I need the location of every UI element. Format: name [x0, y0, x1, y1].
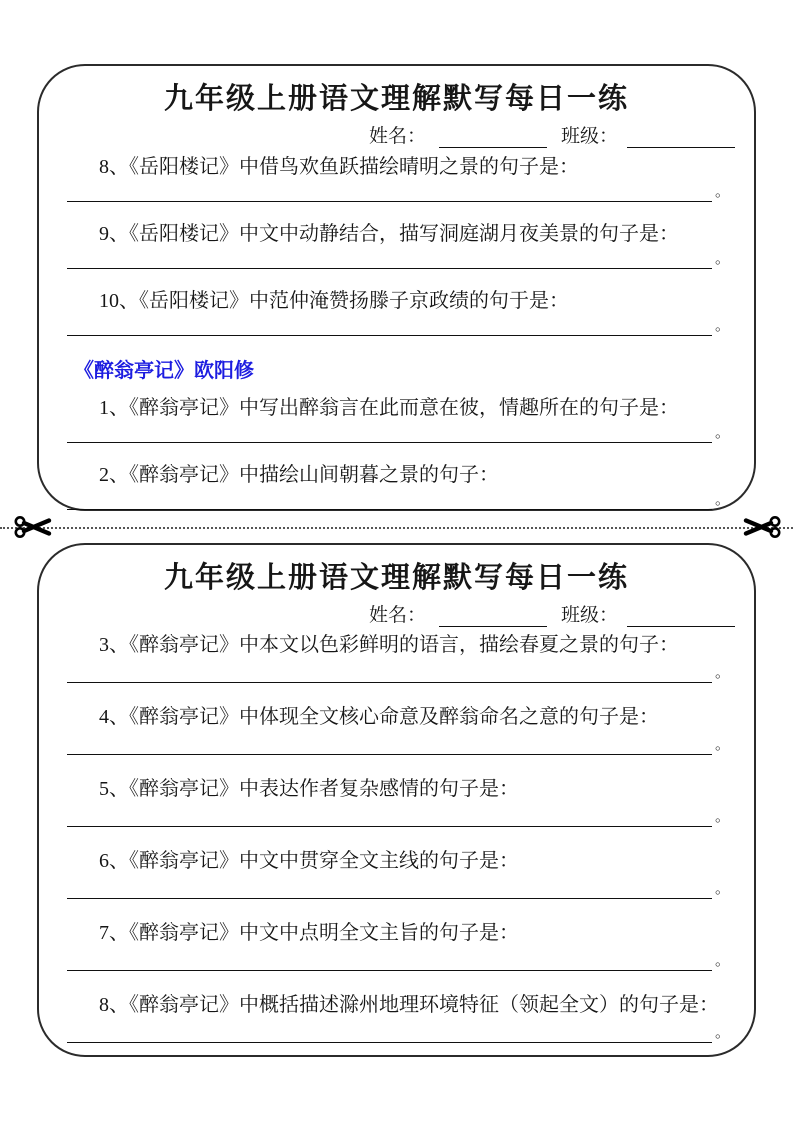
- question-text: 6、《醉翁亭记》中文中贯穿全文主线的句子是：: [99, 850, 519, 872]
- answer-blank-line[interactable]: [67, 800, 712, 827]
- answer-blank-line[interactable]: [67, 486, 712, 510]
- question-text: 2、《醉翁亭记》中描绘山间朝暮之景的句子：: [99, 464, 499, 486]
- question-text: 5、《醉翁亭记》中表达作者复杂感情的句子是：: [99, 778, 519, 800]
- name-label: 姓名：: [369, 605, 427, 626]
- class-label: 班级：: [561, 605, 619, 626]
- answer-blank-line[interactable]: [67, 872, 712, 899]
- answer-row: [67, 945, 754, 971]
- answer-row: [67, 801, 754, 827]
- answer-period: 。: [715, 492, 731, 508]
- answer-period: 。: [715, 737, 731, 753]
- answer-blank-line[interactable]: [67, 656, 712, 683]
- answer-period: 。: [715, 665, 731, 681]
- answer-row: [67, 246, 754, 269]
- scissors-icon: [742, 512, 782, 542]
- answer-period: 。: [715, 318, 731, 334]
- answer-row: [67, 487, 754, 510]
- question-text: 3、《醉翁亭记》中本文以色彩鲜明的语言，描绘春夏之景的句子：: [99, 634, 679, 656]
- question-text: 9、《岳阳楼记》中文中动静结合，描写洞庭湖月夜美景的句子是：: [99, 223, 679, 245]
- answer-blank-line[interactable]: [67, 728, 712, 755]
- cut-dotted-line: [0, 527, 793, 529]
- answer-blank-line[interactable]: [67, 1016, 712, 1043]
- answer-row: [67, 179, 754, 202]
- answer-row: [67, 1017, 754, 1043]
- class-blank-field[interactable]: [627, 129, 735, 148]
- answer-row: [67, 657, 754, 683]
- cut-line: [0, 511, 793, 545]
- answer-period: 。: [715, 881, 731, 897]
- answer-row: [67, 313, 754, 336]
- question-text: 8、《醉翁亭记》中概括描述滁州地理环境特征（领起全文）的句子是：: [99, 994, 719, 1016]
- answer-period: 。: [715, 1025, 731, 1041]
- answer-period: 。: [715, 953, 731, 969]
- name-class-row: [39, 126, 754, 148]
- section-subheading: 《醉翁亭记》欧阳修: [74, 360, 254, 382]
- answer-blank-line[interactable]: [67, 944, 712, 971]
- worksheet-card-bottom: [37, 543, 756, 1057]
- worksheet-title: 九年级上册语文理解默写每日一练: [163, 562, 629, 594]
- answer-blank-line[interactable]: [67, 419, 712, 443]
- class-label: 班级：: [561, 126, 619, 147]
- answer-row: [67, 420, 754, 443]
- name-class-row: [39, 605, 754, 627]
- answer-period: 。: [715, 809, 731, 825]
- answer-period: 。: [715, 425, 731, 441]
- class-blank-field[interactable]: [627, 608, 735, 627]
- answer-blank-line[interactable]: [67, 245, 712, 269]
- question-text: 1、《醉翁亭记》中写出醉翁言在此而意在彼，情趣所在的句子是：: [99, 397, 679, 419]
- answer-period: 。: [715, 184, 731, 200]
- answer-period: 。: [715, 251, 731, 267]
- name-blank-field[interactable]: [439, 608, 547, 627]
- answer-blank-line[interactable]: [67, 178, 712, 202]
- question-text: 4、《醉翁亭记》中体现全文核心命意及醉翁命名之意的句子是：: [99, 706, 659, 728]
- answer-row: [67, 729, 754, 755]
- scissors-icon: [13, 512, 53, 542]
- answer-row: [67, 873, 754, 899]
- question-text: 8、《岳阳楼记》中借鸟欢鱼跃描绘晴明之景的句子是：: [99, 156, 579, 178]
- worksheet-card-top: [37, 64, 756, 511]
- name-label: 姓名：: [369, 126, 427, 147]
- question-text: 10、《岳阳楼记》中范仲淹赞扬滕子京政绩的句于是：: [99, 290, 569, 312]
- question-text: 7、《醉翁亭记》中文中点明全文主旨的句子是：: [99, 922, 519, 944]
- name-blank-field[interactable]: [439, 129, 547, 148]
- answer-blank-line[interactable]: [67, 312, 712, 336]
- worksheet-title: 九年级上册语文理解默写每日一练: [163, 83, 629, 115]
